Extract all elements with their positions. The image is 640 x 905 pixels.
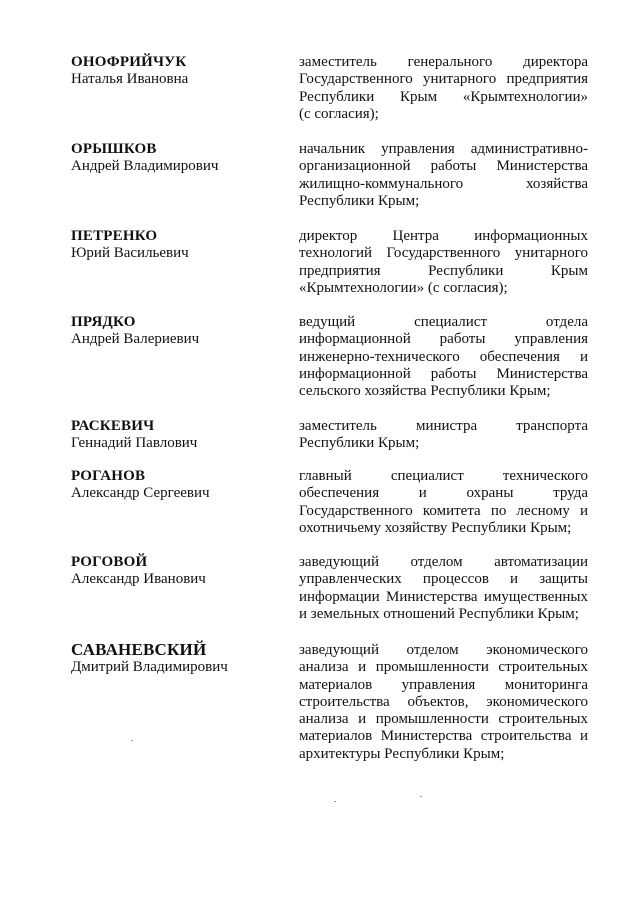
- position-line: и земельных отношений Республики Крым;: [299, 605, 579, 622]
- member-name: [71, 228, 286, 262]
- position-line: заместитель министра транспорта: [299, 418, 588, 434]
- member-surname: ОРЫШКОВ: [71, 141, 157, 157]
- position-line: материалов управления мониторинга: [299, 676, 588, 693]
- member-surname: РОГОВОЙ: [71, 554, 148, 570]
- position-line: обеспечения и охраны труда: [299, 485, 588, 502]
- member-name: [71, 141, 286, 175]
- member-surname: ПЕТРЕНКО: [71, 228, 158, 244]
- position-line: организационной работы Министерства: [299, 158, 588, 175]
- member-position: [299, 141, 588, 210]
- member-given-name: Дмитрий Владимирович: [71, 659, 228, 675]
- scan-speck: [131, 740, 133, 741]
- position-line: начальник управления административно-: [299, 141, 588, 157]
- position-line: сельского хозяйства Республики Крым;: [299, 383, 551, 400]
- member-name: [71, 314, 286, 348]
- member-surname: РАСКЕВИЧ: [71, 418, 155, 434]
- scan-speck: [420, 796, 422, 797]
- position-line: «Крымтехнологии» (с согласия);: [299, 279, 508, 296]
- position-line: заведующий отделом автоматизации: [299, 554, 588, 570]
- position-line: информации Министерства имущественных: [299, 588, 588, 605]
- member-position: [299, 468, 588, 537]
- position-line: материалов Министерства строительства и: [299, 728, 588, 745]
- position-line: анализа и промышленности строительных: [299, 711, 588, 728]
- position-line: Государственного унитарного предприятия: [299, 71, 588, 88]
- position-line: Республики Крым;: [299, 435, 420, 452]
- member-given-name: Геннадий Павлович: [71, 435, 198, 451]
- member-given-name: Юрий Васильевич: [71, 245, 189, 261]
- member-surname: ОНОФРИЙЧУК: [71, 54, 187, 70]
- position-line: ведущий специалист отдела: [299, 314, 588, 330]
- member-position: [299, 554, 588, 623]
- position-line: директор Центра информационных: [299, 228, 588, 244]
- position-line: охотничьему хозяйству Республики Крым;: [299, 519, 572, 536]
- member-surname: ПРЯДКО: [71, 314, 136, 330]
- position-line: Республики Крым;: [299, 192, 420, 209]
- member-name: [71, 468, 286, 502]
- position-line: заместитель генерального директора: [299, 54, 588, 70]
- member-surname: РОГАНОВ: [71, 468, 146, 484]
- position-line: (с согласия);: [299, 105, 379, 122]
- member-surname: САВАНЕВСКИЙ: [71, 640, 207, 659]
- member-name: [71, 418, 286, 452]
- position-line: строительства объектов, экономического: [299, 693, 588, 710]
- position-line: жилищно-коммунального хозяйства: [299, 175, 588, 192]
- position-line: анализа и промышленности строительных: [299, 659, 588, 676]
- scan-speck: [334, 801, 336, 802]
- position-line: Государственного комитета по лесному и: [299, 502, 588, 519]
- member-name: [71, 554, 286, 588]
- member-position: [299, 54, 588, 123]
- member-given-name: Наталья Ивановна: [71, 71, 189, 87]
- position-line: главный специалист технического: [299, 468, 588, 484]
- member-given-name: Андрей Валериевич: [71, 331, 200, 347]
- position-line: инженерно-технического обеспечения и: [299, 348, 588, 365]
- member-given-name: Александр Сергеевич: [71, 485, 210, 501]
- member-given-name: Александр Иванович: [71, 571, 206, 587]
- position-line: заведующий отделом экономического: [299, 642, 588, 658]
- position-line: информационной работы управления: [299, 331, 588, 348]
- member-position: [299, 314, 588, 400]
- member-position: [299, 642, 588, 763]
- position-line: Республики Крым «Крымтехнологии»: [299, 88, 588, 105]
- position-line: технологий Государственного унитарного: [299, 245, 588, 262]
- position-line: информационной работы Министерства: [299, 365, 588, 382]
- member-position: [299, 228, 588, 297]
- member-name: [71, 54, 286, 88]
- position-line: управленческих процессов и защиты: [299, 571, 588, 588]
- position-line: предприятия Республики Крым: [299, 262, 588, 279]
- member-given-name: Андрей Владимирович: [71, 158, 219, 174]
- member-position: [299, 418, 588, 453]
- member-name: [71, 640, 286, 676]
- position-line: архитектуры Республики Крым;: [299, 745, 505, 762]
